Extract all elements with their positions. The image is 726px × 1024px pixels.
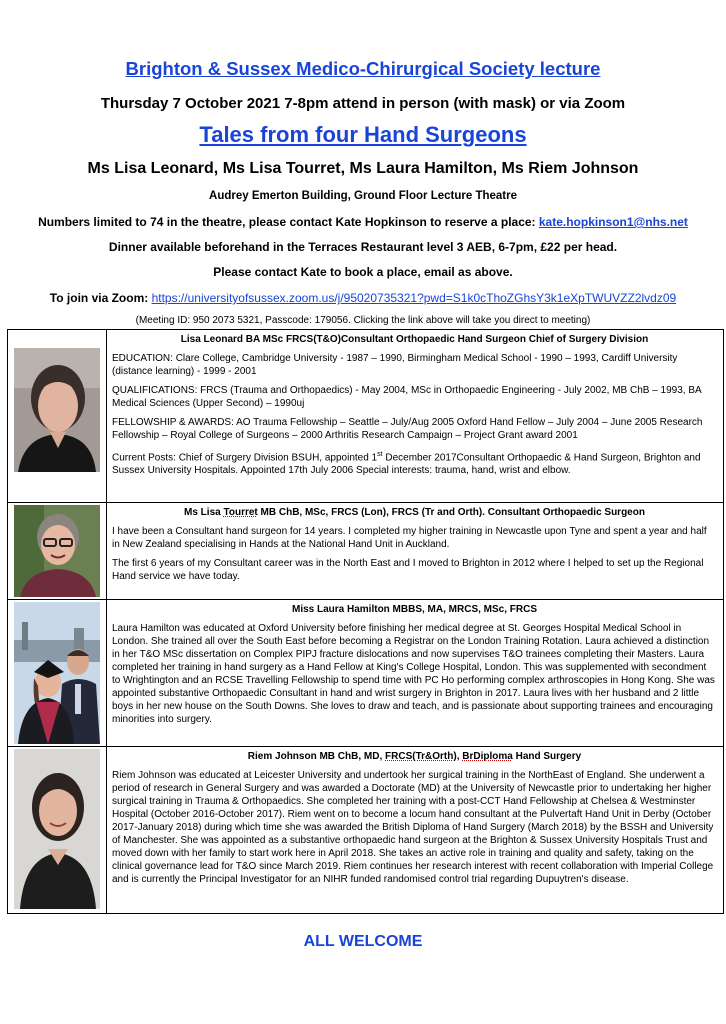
contact-notice: Please contact Kate to book a place, email as above. [213,265,513,279]
photo-cell [8,747,107,913]
bio-name [112,506,717,519]
photo-cell [8,330,107,502]
zoom-label: To join via Zoom: [49,291,152,305]
bio-row-laura-hamilton [8,599,723,746]
bio-name: Miss Laura Hamilton MBBS, MA, MRCS, MSc, FRCS [291,604,538,615]
bio-paragraph: Laura Hamilton was educated at Oxford University before finishing her medical degree at St. Georges Hospital Medical School in London. She trained all over the South East before becoming a Registrar on the London Training Rotation. Laura achieved a distinction in her T&O MSc dissertation on Complex PIPJ fracture dislocations and now supervises T&O trainees completing their Masters. Laura completed her training in hand surgery as a Hand Fellow at King's College Hospital, London. This was supplemented with secondment to Wrightington and an RCSE Travelling Fellowship to spend time with PC Ho performing complex arthroscopies in Hong Kong. She was appointed substantive Orthopaedic Consultant in hand and wrist surgery in Brighton in 2017. Laura lives with her husband and 2 little boys in her new house on the South Downs. She loves to draw and teach, and is passionate about supporting trainees and encouraging minorities into surgery. [112,623,715,725]
bio-name [112,750,717,763]
current-posts-text-cont: December 2017Consultant Orthopaedic & Hand Surgeon, Brighton and Sussex University Hospitals. Appointed 17th July 2006 Special interests: trauma, hand, wrist and elbow. [112,452,701,477]
zoom-line [0,291,726,305]
event-date-line [0,95,726,112]
bio-name-part: Ms Lisa [184,507,224,518]
bio-text-laura-hamilton [107,600,723,746]
photo-cell [8,503,107,599]
bio-paragraph: The first 6 years of my Consultant career was in the North East and I moved to Brighton in 2012 where I helped to set up the Regional Hand service we have today. [112,558,704,582]
event-time-info: 7-8pm attend in person (with mask) or via Zoom [280,95,626,112]
bio-name-credential: BrDiploma [462,751,513,762]
venue: Audrey Emerton Building, Ground Floor Lecture Theatre [209,190,517,202]
photo-cell [8,600,107,746]
meeting-info: (Meeting ID: 950 2073 5321, Passcode: 179056. Clicking the link above will take you direct to meeting) [135,315,591,326]
bio-text-lisa-leonard [107,330,723,502]
bio-paragraph: Riem Johnson was educated at Leicester University and undertook her surgical training in the NorthEast of England. She underwent a period of research in General Surgery and was awarded a Doctorate (MD) at the University of Newcastle prior to undertaking her higher surgical training in Trauma & Orthopaedics. She completed her training with a post-CCT Hand Fellowship at Chelsea & Westminster Hospital (October 2016-October 2017). Riem went on to become a locum hand consultant at the Pulvertaft Hand Unit in Derby (October 2017-January 2018) during which time she was awarded the British Diploma of Hand Surgery (March 2018) by the BSSH and University of Manchester. She was appointed as a substantive orthopaedic hand surgeon at the Brighton & Sussex University Hospitals Trust and moved down with her family to start work here in April 2018. She takes an active role in training and quality and safety, taking on the clinical governance lead for T&O since March 2019. Riem continues her research interest with recent collaboration with Imperial College and is currently the Principal Investigator for an NIHR funded randomised control trial regarding Dupuytren's disease. [112,770,714,885]
bio-row-lisa-leonard [8,330,723,502]
bio-row-riem-johnson [8,746,723,913]
lisa-tourret-photo [14,505,100,597]
bio-education: EDUCATION: Clare College, Cambridge University - 1987 – 1990, Birmingham Medical School - 1990 – 1993, Cardiff University (distance learning) - 1999 - 2001 [112,353,678,377]
bio-name-part: Hand Surgery [512,751,582,762]
numbers-notice [0,215,726,229]
lecture-title: Tales from four Hand Surgeons [199,122,527,147]
dinner-notice: Dinner available beforehand in the Terraces Restaurant level 3 AEB, 6-7pm, £22 per head. [108,240,618,254]
email-link[interactable]: kate.hopkinson1@nhs.net [538,215,688,229]
bio-name-separator: , [456,751,463,762]
bio-current-posts [112,448,717,477]
bio-row-lisa-tourret [8,502,723,599]
bio-qualifications: QUALIFICATIONS: FRCS (Trauma and Orthopaedics) - May 2004, MSc in Orthopaedic Engineering - July 2002, MB ChB – 1993, BA Medical Sciences (Upper Second) – 1990uj [112,385,702,409]
bio-name-part: Riem Johnson MB ChB, MD, [247,751,386,762]
bio-text-lisa-tourret [107,503,723,599]
bio-name: Lisa Leonard BA MSc FRCS(T&O)Consultant Orthopaedic Hand Surgeon Chief of Surgery Division [180,334,649,345]
ordinal-suffix: st [377,451,383,458]
current-posts-text: Current Posts: Chief of Surgery Division BSUH, appointed 1 [112,452,378,464]
bio-paragraph: I have been a Consultant hand surgeon for 14 years. I completed my higher training in Newcastle upon Tyne and spent a year and half in New Zealand specialising in Hands at the National Hand Unit in Auckland. [112,526,707,550]
society-heading: Brighton & Sussex Medico-Chirurgical Society lecture [125,58,601,79]
numbers-text: Numbers limited to 74 in the theatre, please contact Kate Hopkinson to reserve a place: [38,215,539,229]
laura-hamilton-photo [14,602,100,744]
bio-text-riem-johnson [107,747,723,913]
zoom-link[interactable]: https://universityofsussex.zoom.us/j/95020735321?pwd=S1k0cThoZGhsY3k1eXpTWUVZZ2lvdz09 [151,291,677,305]
speakers-list: Ms Lisa Leonard, Ms Lisa Tourret, Ms Laura Hamilton, Ms Riem Johnson [87,160,639,177]
event-date: Thursday 7 October 2021 [100,95,281,112]
bio-name-credentials: MB ChB, MSc, FRCS (Lon), FRCS (Tr and Orth). Consultant Orthopaedic Surgeon [257,507,645,518]
bio-fellowship: FELLOWSHIP & AWARDS: AO Trauma Fellowship – Seattle – July/Aug 2005 Oxford Hand Fellow – July 2004 – June 2005 Research Fellowship – Royal College of Surgeons – 2000 Arthritis Research Campaign – Project Grant award 2001 [112,417,703,441]
bio-name-surname: Tourret [223,507,258,518]
riem-johnson-photo [14,749,100,909]
speaker-bios-table [7,329,724,914]
bio-name-credential: FRCS(Tr&Orth) [385,751,457,762]
lisa-leonard-photo [14,348,100,472]
all-welcome: ALL WELCOME [303,933,423,950]
